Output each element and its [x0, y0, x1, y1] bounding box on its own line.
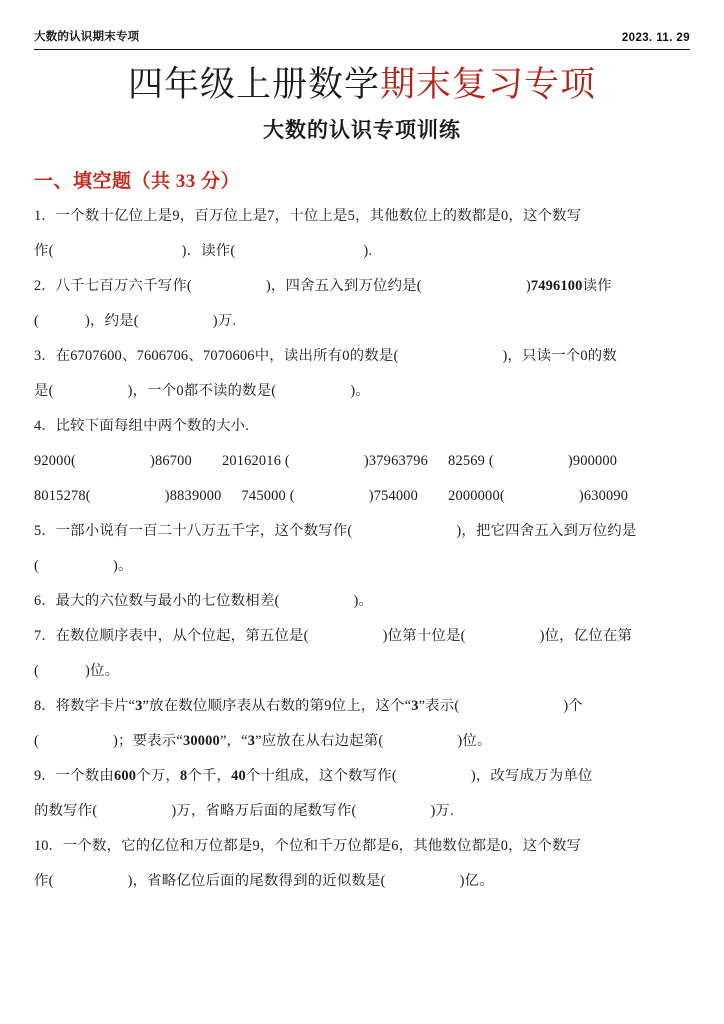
question-3-zero-3: 0 — [176, 383, 184, 400]
question-1-value-4: 0 — [500, 208, 509, 225]
question-8-text-d: ”表示( — [418, 698, 460, 715]
question-6-text-a: 最大的六位数与最小的七位数相差( — [55, 593, 280, 610]
question-9-value-600: 600 — [113, 768, 137, 785]
question-3-value-2: 7606706 — [136, 348, 189, 365]
question-3-text-e: 的数 — [587, 348, 617, 365]
question-9-text-b: 个万， — [136, 768, 180, 785]
question-1-number: 1． — [34, 208, 56, 225]
question-3-value-1: 6707600 — [70, 348, 122, 365]
question-7-text-d: ( — [34, 663, 39, 680]
question-3-text-h: 都不读的数是( — [183, 383, 277, 400]
question-6 — [34, 584, 690, 619]
question-3-zero-1: 0 — [342, 348, 350, 365]
question-6-text-b: )。 — [353, 593, 374, 610]
question-9-text-a: 一个数由 — [55, 768, 114, 785]
question-2-text-e: ( — [34, 313, 39, 330]
q4-r2-c3-right: )630090 — [578, 488, 629, 505]
question-1 — [34, 199, 690, 269]
question-1-text-e: ，这个数写 — [508, 208, 582, 225]
q4-r1-c3-left: 82569 ( — [448, 453, 494, 470]
question-2-text-c: ) — [525, 278, 531, 295]
question-3-sep-2: 、 — [188, 348, 203, 365]
question-10-text-e: 作( — [34, 873, 54, 890]
q4-r1-c1-right: )86700 — [149, 453, 192, 470]
question-2 — [34, 269, 690, 339]
q4-r2-c1-left: 8015278( — [34, 488, 91, 505]
question-8-text-g: )；要表示“ — [113, 733, 183, 750]
question-1-text-g: )．读作( — [181, 243, 236, 260]
question-4-row-2 — [34, 479, 690, 514]
question-1-text-c: ，十位上是 — [274, 208, 348, 225]
question-3 — [34, 339, 690, 409]
question-7-number: 7． — [34, 628, 56, 645]
question-2-text-a: 八千七百万六千写作( — [55, 278, 192, 295]
question-3-value-3: 7070606 — [202, 348, 255, 365]
question-10-text-a: 一个数，它的亿位和万位都是 — [62, 838, 253, 855]
question-9 — [34, 759, 690, 829]
question-2-text-g: )万. — [212, 313, 237, 330]
q4-r1-c2-right: )37963796 — [363, 453, 429, 470]
question-9-text-h: )万. — [430, 803, 454, 820]
question-7-text-b: )位第十位是( — [382, 628, 466, 645]
question-9-text-d: 个十组成，这个数写作( — [245, 768, 397, 785]
question-4-prompt: 比较下面每组中两个数的大小. — [55, 418, 250, 435]
question-3-text-f: 是( — [34, 383, 54, 400]
q4-r1-c2-left: 20162016 ( — [221, 453, 290, 470]
question-2-text-b: )，四舍五入到万位约是( — [265, 278, 422, 295]
page-subtitle: 大数的认识专项训练 — [263, 118, 461, 143]
question-4-number: 4． — [34, 418, 56, 435]
question-5-text-b: )，把它四舍五入到万位约是 — [456, 523, 637, 540]
question-5 — [34, 514, 690, 584]
question-9-value-8: 8 — [179, 768, 188, 785]
question-5-text-d: )。 — [113, 558, 133, 575]
q4-r2-c3-left: 2000000( — [448, 488, 505, 505]
question-1-value-3: 5 — [347, 208, 356, 225]
question-1-text-a: 一个数十亿位上是 — [55, 208, 173, 225]
question-3-text-d: )，只读一个 — [502, 348, 581, 365]
question-8-number-value: 30000 — [182, 733, 220, 750]
question-8-text-h: ”，“ — [219, 733, 248, 750]
question-7 — [34, 619, 690, 689]
page-title-black: 四年级上册数学 — [127, 65, 380, 104]
header-divider — [34, 49, 690, 50]
question-3-zero-2: 0 — [580, 348, 588, 365]
question-4-row-1 — [34, 444, 690, 479]
question-8-text-j: )位。 — [457, 733, 492, 750]
question-7-text-a: 在数位顺序表中，从个位起，第五位是( — [55, 628, 309, 645]
question-7-text-c: )位，亿位在第 — [539, 628, 633, 645]
question-3-text-c: 的数是( — [349, 348, 399, 365]
question-3-sep-1: 、 — [121, 348, 137, 365]
question-9-text-g: )万，省略万后面的尾数写作( — [171, 803, 357, 820]
question-list — [34, 199, 690, 899]
question-3-number: 3． — [34, 348, 56, 365]
running-header — [34, 0, 690, 44]
question-8-text-b: ”放在数位顺序表从右数的第 — [142, 698, 325, 715]
question-3-text-b: 中，读出所有 — [254, 348, 343, 365]
header-title: 大数的认识期末专项 — [34, 31, 140, 43]
question-8-number: 8． — [34, 698, 56, 715]
question-10-text-f: )，省略亿位后面的尾数得到的近似数是( — [127, 873, 386, 890]
question-3-text-g: )，一个 — [127, 383, 177, 400]
question-1-text-h: ). — [363, 243, 373, 260]
question-9-value-40: 40 — [231, 768, 246, 785]
question-8 — [34, 689, 690, 759]
question-7-text-e: )位。 — [85, 663, 120, 680]
page-title — [34, 64, 690, 105]
question-8-card-value-3: 3 — [247, 733, 256, 750]
question-8-card-value-2: 3 — [411, 698, 419, 715]
section-heading: 一、填空题（共 33 分） — [34, 171, 241, 193]
question-8-text-c: 位上，这个“ — [331, 698, 412, 715]
question-10 — [34, 829, 690, 899]
question-8-text-a: 将数字卡片“ — [55, 698, 136, 715]
question-10-number: 10． — [34, 838, 63, 855]
q4-r1-c1-left: 92000( — [34, 453, 76, 470]
question-1-value-2: 7 — [267, 208, 275, 225]
question-9-number: 9． — [34, 768, 56, 785]
question-2-number-value: 7496100 — [530, 278, 583, 295]
header-date: 2023. 11. 29 — [621, 32, 690, 44]
question-1-text-d: ，其他数位上的数都是 — [355, 208, 501, 225]
question-4 — [34, 409, 690, 444]
q4-r2-c2-right: )754000 — [368, 488, 419, 505]
q4-r1-c3-right: )900000 — [567, 453, 618, 470]
question-1-value-1: 9 — [172, 208, 180, 225]
question-9-text-e: )，改写成万为单位 — [470, 768, 593, 785]
question-8-card-value-1: 3 — [135, 698, 143, 715]
question-3-text-a: 在 — [55, 348, 71, 365]
question-2-number: 2． — [34, 278, 56, 295]
question-10-text-d: ，这个数写 — [508, 838, 582, 855]
question-1-text-f: 作( — [34, 243, 54, 260]
question-2-text-f: )，约是( — [85, 313, 139, 330]
question-3-text-i: )。 — [350, 383, 370, 400]
question-8-position: 9 — [324, 698, 332, 715]
question-1-text-b: ，百万位上是 — [179, 208, 268, 225]
question-5-text-a: 一部小说有一百二十八万五千字，这个数写作( — [55, 523, 353, 540]
q4-r2-c2-left: 745000 ( — [241, 488, 295, 505]
question-10-value-9: 9 — [252, 838, 260, 855]
question-6-number: 6． — [34, 593, 56, 610]
question-10-value-0: 0 — [500, 838, 509, 855]
question-8-text-f: ( — [34, 733, 39, 750]
question-10-text-c: ，其他数位都是 — [398, 838, 501, 855]
question-9-text-c: 个千， — [187, 768, 232, 785]
question-10-text-b: ，个位和千万位都是 — [259, 838, 392, 855]
question-8-text-e: )个 — [563, 698, 583, 715]
question-10-value-6: 6 — [391, 838, 399, 855]
q4-r2-c1-right: )8839000 — [164, 488, 222, 505]
question-5-text-c: ( — [34, 558, 39, 575]
question-10-text-g: )亿。 — [459, 873, 494, 890]
question-5-number: 5． — [34, 523, 56, 540]
question-2-text-d: 读作 — [582, 278, 612, 295]
question-9-text-f: 的数写作( — [34, 803, 98, 820]
page-title-red: 期末复习专项 — [380, 65, 597, 104]
question-8-text-i: ”应放在从右边起第( — [255, 733, 384, 750]
